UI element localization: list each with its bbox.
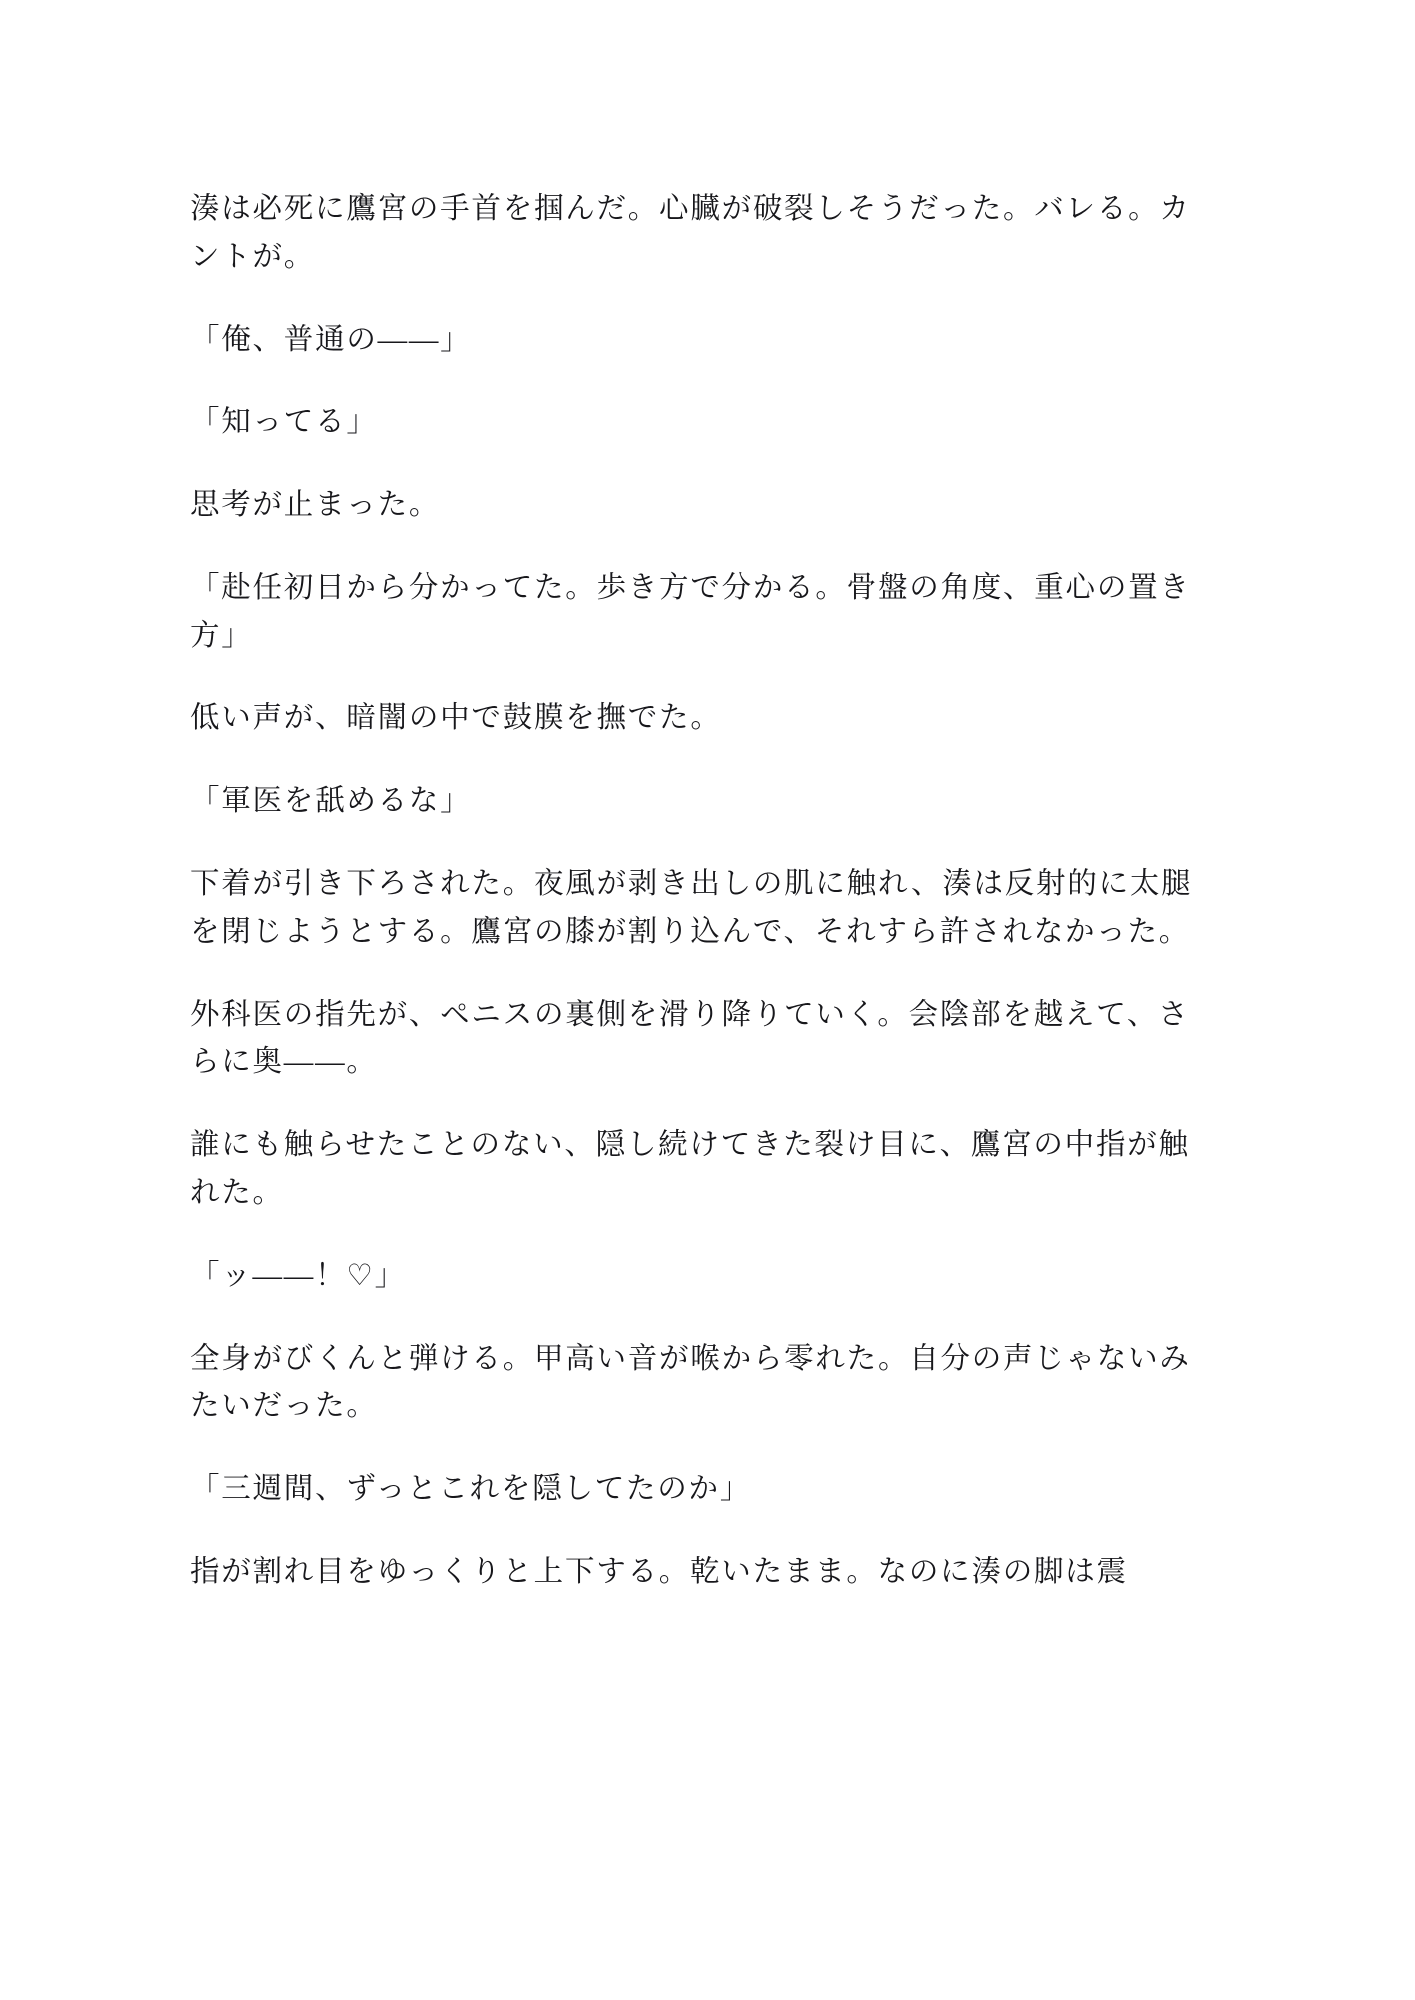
document-body — [190, 186, 1202, 1597]
paragraph: 下着が引き下ろされた。夜風が剥き出しの肌に触れ、湊は反射的に太腿を閉じようとする。鷹宮の膝が割り込んで、それすら許されなかった。 — [190, 868, 1193, 948]
paragraph: 「俺、普通の――」 — [190, 323, 472, 356]
paragraph: 全身がびくんと弾ける。甲高い音が喉から零れた。自分の声じゃないみたいだった。 — [190, 1342, 1191, 1423]
paragraph: 指が割れ目をゆっくりと上下する。乾いたまま。なのに湊の脚は震 — [190, 1555, 1128, 1588]
paragraph: 思考が止まった。 — [190, 489, 441, 522]
paragraph: 「三週間、ずっとこれを隠してたのか」 — [190, 1473, 752, 1506]
paragraph: 外科医の指先が、ペニスの裏側を滑り降りていく。会陰部を越えて、さらに奥――。 — [190, 998, 1190, 1079]
paragraph: 低い声が、暗闇の中で鼓膜を撫でた。 — [190, 702, 722, 735]
paragraph: 「軍医を舐めるな」 — [190, 785, 472, 818]
paragraph: 誰にも触らせたことのない、隠し続けてきた裂け目に、鷹宮の中指が触れた。 — [190, 1129, 1190, 1209]
paragraph: 湊は必死に鷹宮の手首を掴んだ。心臓が破裂しそうだった。バレる。カントが。 — [190, 193, 1191, 273]
paragraph: 「知ってる」 — [190, 406, 378, 439]
paragraph: 「ッ――！♡」 — [190, 1259, 406, 1292]
paragraph: 「赴任初日から分かってた。歩き方で分かる。骨盤の角度、重心の置き方」 — [190, 571, 1191, 652]
